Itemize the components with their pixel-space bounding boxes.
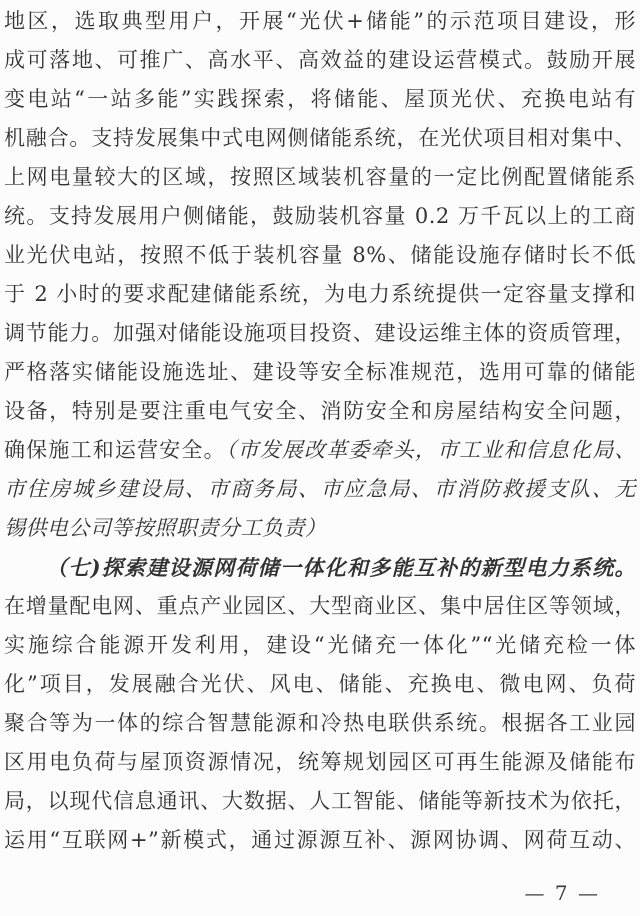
body-text: 设备，特别是要注重电气安全、消防安全和房屋结构安全问题，: [4, 399, 636, 423]
body-text: 变电站“一站多能”实践探索，将储能、屋顶光伏、充换电站有: [4, 87, 636, 111]
body-text: 于 2 小时的要求配建储能系统，为电力系统提供一定容量支撑和: [4, 282, 636, 306]
body-text: 业光伏电站，按照不低于装机容量 8%、储能设施存储时长不低: [4, 243, 636, 267]
body-text: 化”项目，发展融合光伏、风电、储能、充换电、微电网、负荷: [4, 672, 636, 696]
section-heading-7: （七)探索建设源网荷储一体化和多能互补的新型电力系统。: [46, 555, 636, 580]
body-text: 区用电负荷与屋顶资源情况，统筹规划园区可再生能源及储能布: [4, 750, 636, 774]
text-line: [4, 665, 636, 704]
body-text: 在增量配电网、重点产业园区、大型商业区、集中居住区等领域，: [4, 594, 636, 618]
text-line: [4, 548, 636, 587]
text-line: [4, 119, 636, 158]
body-text: 上网电量较大的区域，按照区域装机容量的一定比例配置储能系: [4, 165, 636, 189]
body-text: 局，以现代信息通讯、大数据、人工智能、储能等新技术为依托，: [4, 789, 636, 813]
text-line: [4, 197, 636, 236]
body-text: 确保施工和运营安全。: [4, 438, 226, 462]
body-text: 统。支持发展用户侧储能，鼓励装机容量 0.2 万千瓦以上的工商: [4, 204, 636, 228]
text-line: [4, 626, 636, 665]
text-line: [4, 470, 636, 509]
body-text: 地区，选取典型用户，开展“光伏+储能”的示范项目建设，形: [4, 9, 636, 33]
text-line: [4, 509, 636, 548]
text-line: [4, 587, 636, 626]
text-line: [4, 743, 636, 782]
body-text: 严格落实储能设施选址、建设等安全标准规范，选用可靠的储能: [4, 360, 636, 384]
responsibility-annotation: 市住房城乡建设局、市商务局、市应急局、市消防救援支队、无: [4, 477, 636, 501]
text-line: [4, 782, 636, 821]
text-line: [4, 2, 636, 41]
text-line: [4, 80, 636, 119]
body-text: 运用“互联网+”新模式，通过源源互补、源网协调、网荷互动、: [4, 828, 636, 852]
text-line: [4, 704, 636, 743]
body-text: 聚合等为一体的综合智慧能源和冷热电联供系统。根据各工业园: [4, 711, 636, 735]
responsibility-annotation: 锡供电公司等按照职责分工负责）: [4, 516, 327, 540]
text-line: [4, 821, 636, 860]
body-text: 调节能力。加强对储能设施项目投资、建设运维主体的资质管理，: [4, 321, 636, 345]
text-line: [4, 353, 636, 392]
body-text: 实施综合能源开发利用，建设“光储充一体化”“光储充检一体: [4, 633, 636, 657]
body-text: 机融合。支持发展集中式电网侧储能系统，在光伏项目相对集中、: [4, 126, 636, 150]
text-line: [4, 314, 636, 353]
text-line: [4, 392, 636, 431]
text-line-mixed: [4, 431, 636, 470]
responsibility-annotation: （市发展改革委牵头，市工业和信息化局、: [225, 438, 637, 462]
body-text: 成可落地、可推广、高水平、高效益的建设运营模式。鼓励开展: [4, 48, 636, 72]
text-line: [4, 236, 636, 275]
page-number: — 7 —: [524, 881, 600, 905]
text-line: [4, 158, 636, 197]
text-line: [4, 275, 636, 314]
text-line: [4, 41, 636, 80]
